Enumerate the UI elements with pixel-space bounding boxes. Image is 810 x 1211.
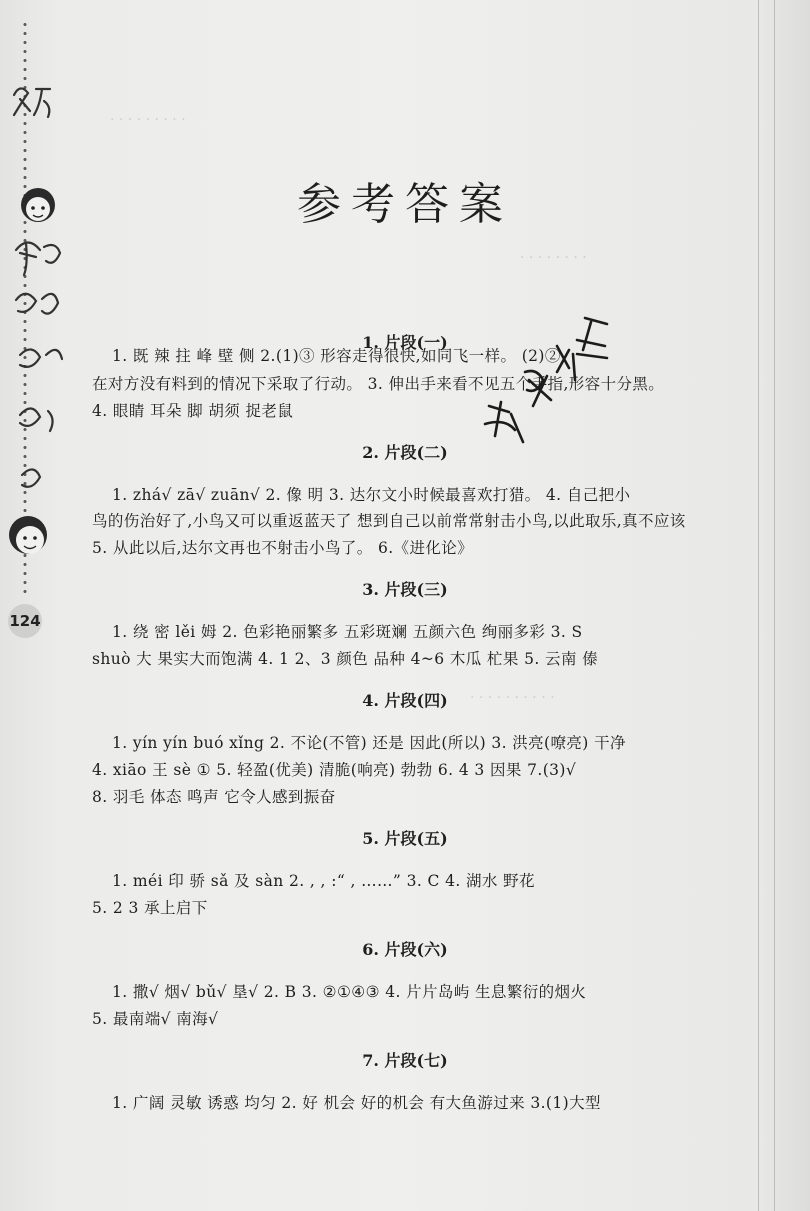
section-heading: 5. 片段(五)	[362, 829, 448, 848]
section-heading: 7. 片段(七)	[362, 1051, 448, 1070]
answer-line: 1. 撒√ 烟√ bǔ√ 垦√ 2. B 3. ②①④③ 4. 片片岛屿 生息繁衍的烟火	[112, 983, 587, 1001]
answer-line: 1. méi 印 骄 sǎ 及 sàn 2. , , :“ , ……” 3. C 4. 湖水 野花	[112, 872, 535, 890]
answer-line: 1. yín yín buó xǐng 2. 不论(不管) 还是 因此(所以) 3. 洪亮(嘹亮) 干净	[112, 734, 626, 752]
section-heading: 2. 片段(二)	[362, 443, 448, 462]
page-title: 参考答案	[297, 179, 513, 230]
answer-line: 在对方没有料到的情况下采取了行动。 3. 伸出手来看不见五个手指,形容十分黑。	[92, 375, 665, 393]
page-number: 124	[8, 604, 42, 638]
answer-line: 鸟的伤治好了,小鸟又可以重返蓝天了 想到自己以前常常射击小鸟,以此取乐,真不应该	[92, 512, 686, 530]
show-through-text: · · · · · · · · · ·	[470, 690, 555, 706]
handwritten-note	[465, 310, 615, 450]
answer-line: 1. 广阔 灵敏 诱惑 均匀 2. 好 机会 好的机会 有大鱼游过来 3.(1)大型	[112, 1094, 601, 1112]
answer-line: 5. 从此以后,达尔文再也不射击小鸟了。 6.《进化论》	[92, 539, 474, 557]
answer-line: 1. 既 辣 拄 峰 壁 侧 2.(1)③ 形容走得很快,如同飞一样。 (2)②	[112, 347, 561, 365]
answer-line: shuò 大 果实大而饱满 4. 1 2、3 颜色 品种 4~6 木瓜 杧果 5. 云南 傣	[92, 650, 599, 668]
section-heading: 6. 片段(六)	[362, 940, 448, 959]
section-heading: 3. 片段(三)	[362, 580, 448, 599]
answer-line: 4. xiāo 王 sè ① 5. 轻盈(优美) 清脆(响亮) 勃勃 6. 4 3 因果 7.(3)√	[92, 761, 577, 779]
section-heading: 1. 片段(一)	[362, 333, 448, 352]
section-heading: 4. 片段(四)	[362, 691, 448, 710]
show-through-text: · · · · · · · · ·	[110, 112, 186, 128]
answer-line: 8. 羽毛 体态 鸣声 它令人感到振奋	[92, 788, 336, 806]
show-through-text: · · · · · · · ·	[520, 250, 587, 266]
answer-line: 1. 绕 密 lěi 姆 2. 色彩艳丽繁多 五彩斑斓 五颜六色 绚丽多彩 3. S	[112, 623, 583, 641]
answer-line: 5. 2 3 承上启下	[92, 899, 208, 917]
answer-line: 4. 眼睛 耳朵 脚 胡须 捉老鼠	[92, 402, 294, 420]
answer-line: 5. 最南端√ 南海√	[92, 1010, 219, 1028]
answer-line: 1. zhá√ zā√ zuān√ 2. 像 明 3. 达尔文小时候最喜欢打猎。 4. 自己把小	[112, 486, 631, 504]
